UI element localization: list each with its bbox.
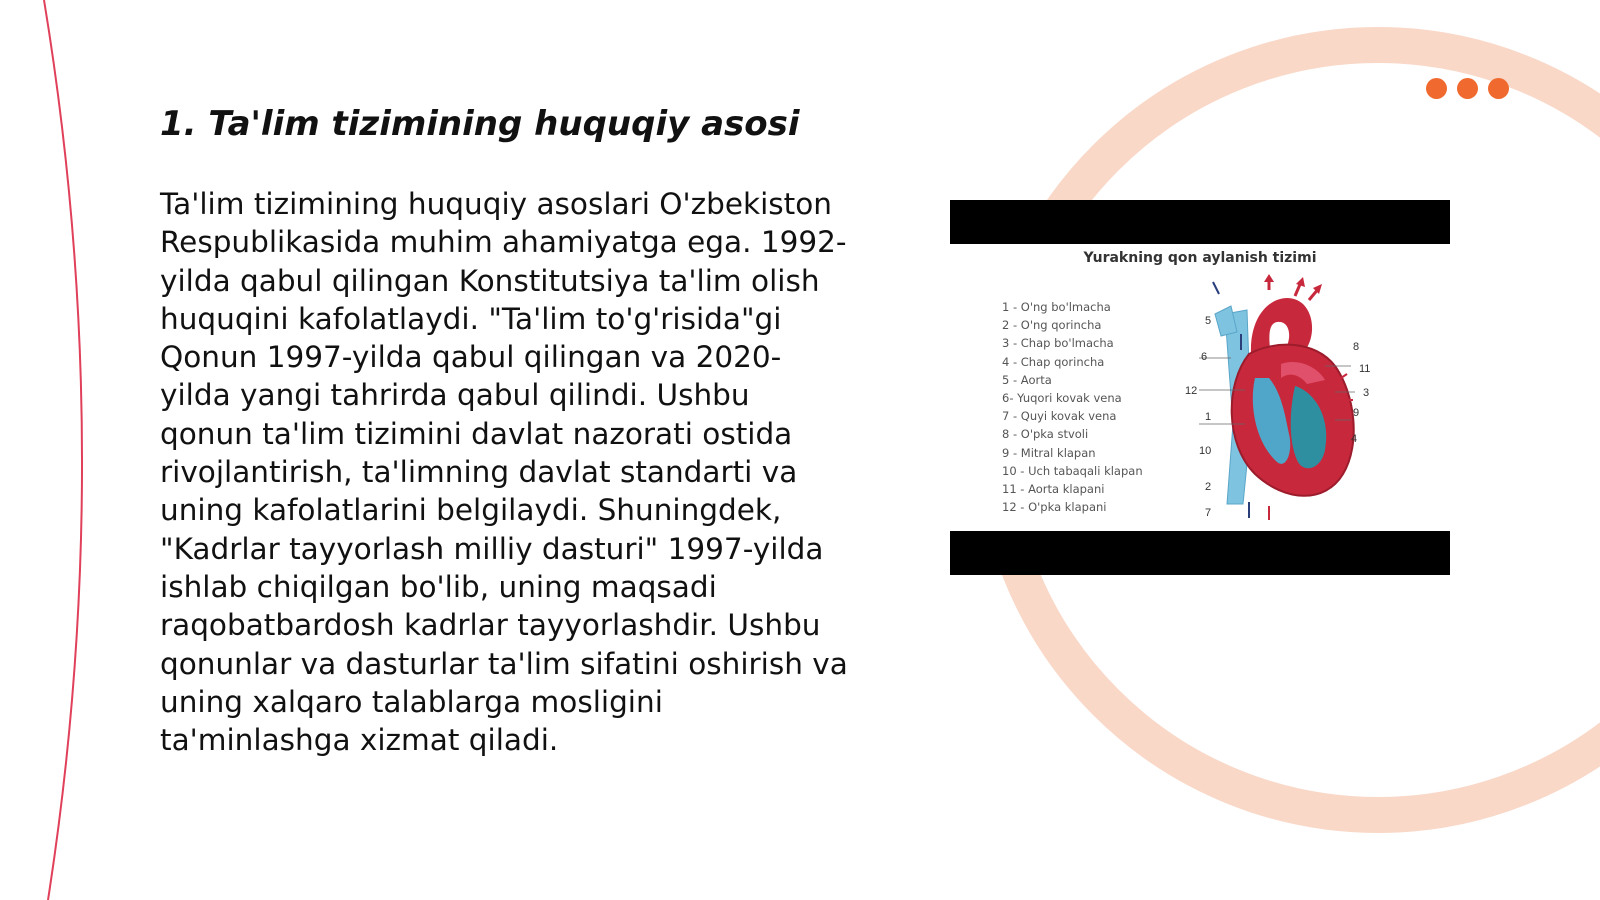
slide-title: 1. Ta'lim tizimining huquqiy asosi — [160, 104, 800, 144]
heart-label: 7 — [1205, 507, 1212, 519]
dot-icon — [1457, 78, 1478, 99]
heart-label: 4 — [1351, 433, 1358, 445]
slide-body-text: Ta'lim tizimining huquqiy asoslari O'zbekiston Respublikasida muhim ahamiyatga ega. 1992-yilda qabul qilingan Konstitutsiya ta'lim olish huquqini kafolatlaydi. "Ta'lim to'g'risida"gi Qonun 1997-yilda qabul qilingan va 2020-yilda yangi tahrirda qabul qilindi. Ushbu qonun ta'lim tizimini davlat nazorati ostida rivojlantirish, ta'limning davlat standarti va uning kafolatlarini belgilaydi. Shuningdek, "Kadrlar tayyorlash milliy dasturi" 1997-yilda ishlab chiqilgan bo'lib, uning maqsadi raqobatbardosh kadrlar tayyorlashdir. Ushbu qonunlar va dasturlar ta'lim sifatini oshirish va uning xalqaro talablarga mosligini ta'minlashga xizmat qiladi. — [160, 187, 848, 758]
figure-top-bar — [950, 200, 1450, 244]
heart-label: 5 — [1205, 315, 1212, 327]
figure-title: Yurakning qon aylanish tizimi — [1083, 250, 1317, 266]
left-curve-line — [44, 0, 82, 900]
heart-label: 3 — [1363, 387, 1370, 399]
heart-label: 11 — [1359, 363, 1371, 375]
legend-item: 1 - O'ng bo'lmacha — [1002, 300, 1111, 314]
legend-item: 8 - O'pka stvoli — [1002, 427, 1089, 442]
dot-icon — [1488, 78, 1509, 99]
heart-illustration-icon — [1185, 274, 1385, 524]
figure-bottom-bar — [950, 531, 1450, 575]
legend-item: 2 - O'ng qorincha — [1002, 318, 1102, 333]
legend-item: 9 - Mitral klapan — [1002, 445, 1096, 460]
heart-label: 8 — [1353, 341, 1360, 353]
legend-item: 10 - Uch tabaqali klapan — [1002, 463, 1143, 478]
three-dots-icon — [1426, 78, 1516, 102]
heart-diagram — [950, 244, 1450, 531]
legend-item: 7 - Quyi kovak vena — [1002, 409, 1117, 424]
legend-item: 4 - Chap qorincha — [1002, 354, 1105, 369]
heart-label: 12 — [1185, 385, 1198, 397]
heart-label: 6 — [1201, 351, 1208, 363]
legend-item: 5 - Aorta — [1002, 372, 1052, 387]
legend-item: 6- Yuqori kovak vena — [1002, 391, 1122, 406]
heart-label: 10 — [1199, 445, 1212, 457]
dot-icon — [1426, 78, 1447, 99]
heart-legend — [1002, 298, 1143, 516]
legend-item: 3 - Chap bo'lmacha — [1002, 336, 1114, 351]
legend-item: 12 - O'pka klapani — [1002, 500, 1107, 515]
legend-item: 11 - Aorta klapani — [1002, 482, 1105, 497]
heart-figure — [950, 200, 1450, 575]
heart-label: 1 — [1205, 411, 1212, 423]
heart-label: 2 — [1205, 481, 1212, 493]
heart-label: 9 — [1353, 407, 1360, 419]
